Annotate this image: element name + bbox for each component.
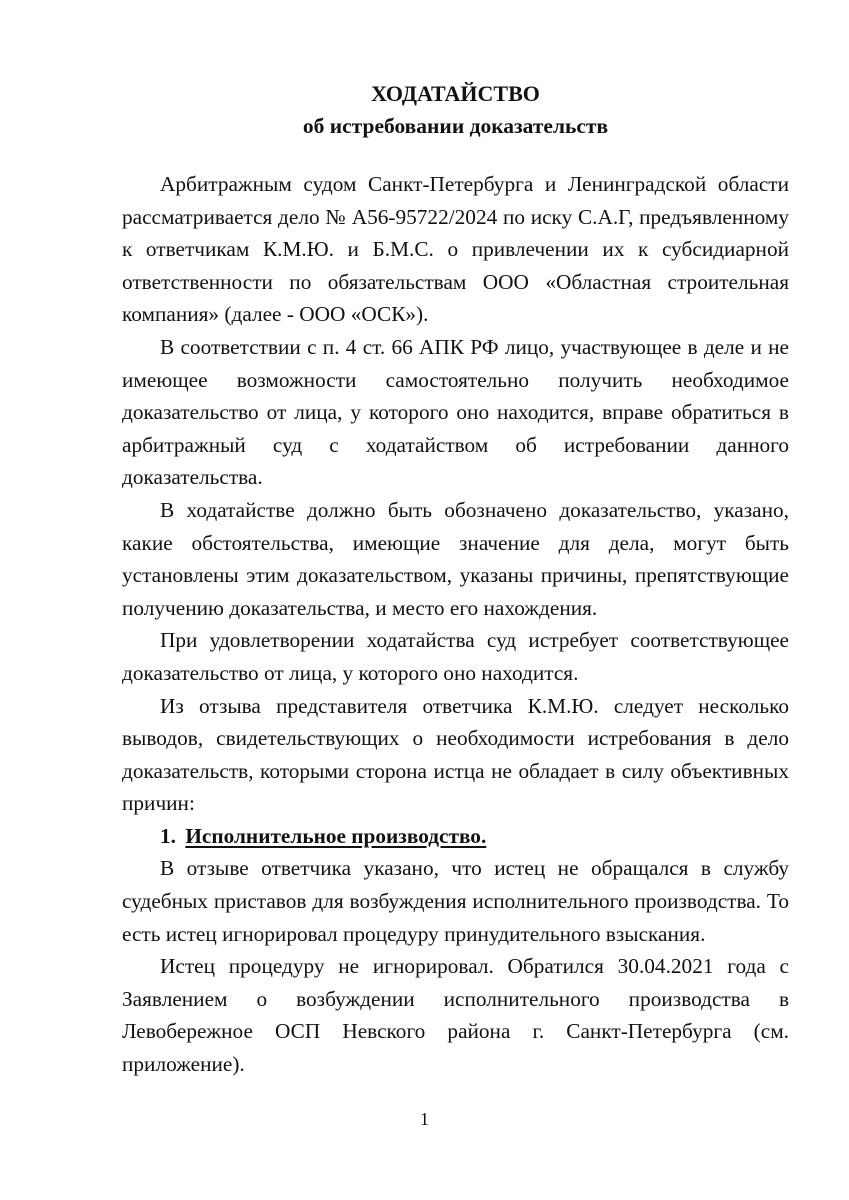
document-subtitle: об истребовании доказательств xyxy=(302,114,609,138)
document-page xyxy=(122,78,789,1081)
paragraph-requirements: В ходатайстве должно быть обозначено доказательство, указано, какие обстоятельства, имеющие значение для дела, могут быть установлены этим доказательством, указаны причины, препятствующие получению доказательства, и место его нахождения. xyxy=(122,497,789,620)
section-number: 1. xyxy=(160,823,176,848)
paragraph-plaintiff-response: Истец процедуру не игнорировал. Обратился 30.04.2021 года с Заявлением о возбуждении исполнительного производства в Левобережное ОСП Невского района г. Санкт-Петербурга (см. приложение). xyxy=(122,954,789,1077)
document-title: ХОДАТАЙСТВО xyxy=(371,81,540,106)
paragraph-defendant-review: Из отзыва представителя ответчика К.М.Ю. следует несколько выводов, свидетельствующих о необходимости истребования в дело доказательств, которыми сторона истца не обладает в силу объективных причин: xyxy=(122,693,789,816)
page-number: 1 xyxy=(420,1109,429,1129)
section-heading-enforcement xyxy=(122,820,789,853)
paragraph-defendant-claim: В отзыве ответчика указано, что истец не обращался в службу судебных приставов для возбуждения исполнительного производства. То есть истец игнорировал процедуру принудительного взыскания. xyxy=(122,856,789,946)
paragraph-court-action: При удовлетворении ходатайства суд истребует соответствующее доказательство от лица, у которого оно находится. xyxy=(122,628,789,685)
paragraph-legal-basis: В соответствии с п. 4 ст. 66 АПК РФ лицо, участвующее в деле и не имеющее возможности самостоятельно получить необходимое доказательство от лица, у которого оно находится, вправе обратиться в арбитражный суд с ходатайством об истребовании данного доказательства. xyxy=(122,334,789,490)
section-heading-text: Исполнительное производство. xyxy=(185,823,487,848)
paragraph-case-intro: Арбитражным судом Санкт-Петербурга и Ленинградской области рассматривается дело № А56-95722/2024 по иску С.А.Г, предъявленному к ответчикам К.М.Ю. и Б.М.С. о привлечении их к субсидиарной ответственности по обязательствам ООО «Областная строительная компания» (далее - ООО «ОСК»). xyxy=(122,172,789,327)
